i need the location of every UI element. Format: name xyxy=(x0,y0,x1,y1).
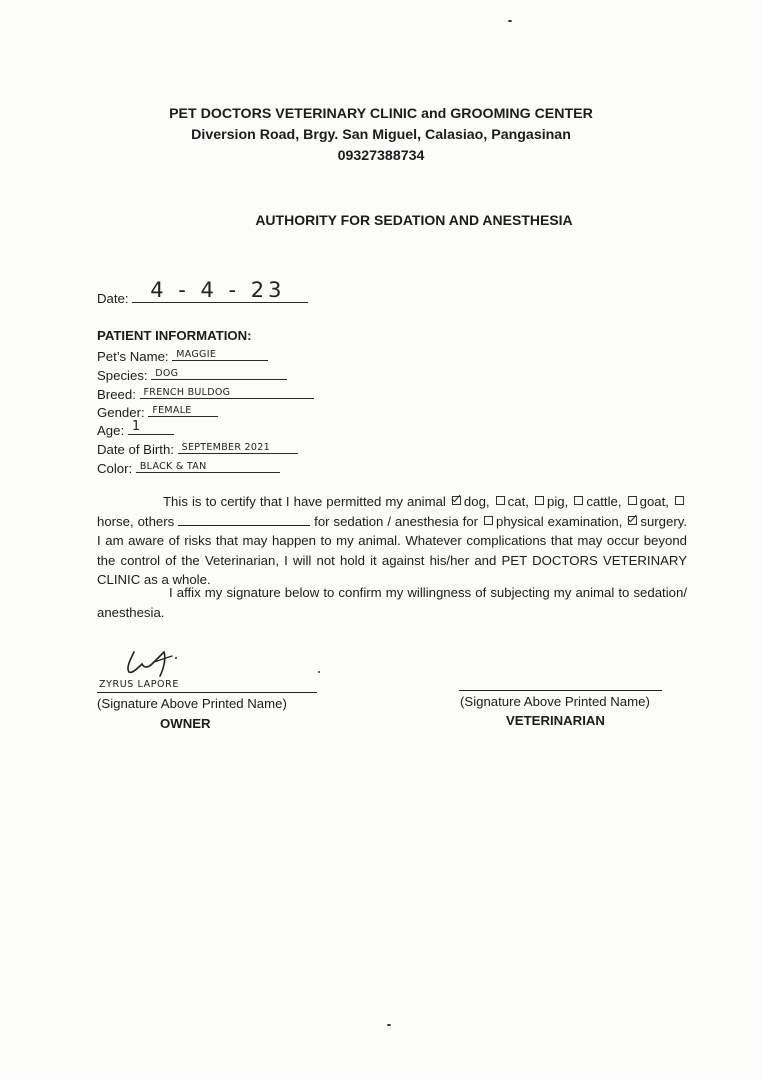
date-line[interactable] xyxy=(132,278,308,303)
dob-value: SEPTEMBER 2021 xyxy=(181,442,270,453)
breed-label: Breed: xyxy=(97,387,136,402)
pig-option-label: pig, xyxy=(547,494,569,509)
pet-name-label: Pet’s Name: xyxy=(97,349,169,364)
pet-name-line[interactable] xyxy=(172,346,268,361)
pet-name-field xyxy=(97,346,268,364)
species-line[interactable] xyxy=(151,365,287,380)
dob-field xyxy=(97,439,298,457)
certification-paragraph xyxy=(97,492,687,590)
species-field xyxy=(97,365,287,383)
veterinarian-signature-caption: (Signature Above Printed Name) xyxy=(460,694,650,709)
date-value: 4 - 4 - 23 xyxy=(150,278,286,302)
age-field xyxy=(97,420,174,438)
dob-label: Date of Birth: xyxy=(97,442,174,457)
horse-option-label: horse, others xyxy=(97,513,175,529)
affirmation-paragraph: I affix my signature below to confirm my willingness of subjecting my animal to sedation/ anesthesia. xyxy=(97,585,687,620)
clinic-phone: 09327388734 xyxy=(337,148,425,164)
certification-intro: This is to certify that I have permitted my animal xyxy=(163,494,446,509)
horse-checkbox[interactable] xyxy=(675,496,684,505)
physical-exam-checkbox[interactable] xyxy=(484,516,493,525)
age-value: 1 xyxy=(131,419,141,434)
owner-signature-line[interactable] xyxy=(97,692,317,693)
others-blank-line[interactable] xyxy=(178,513,310,526)
goat-option-label: goat, xyxy=(639,494,669,509)
clinic-header xyxy=(0,104,762,167)
goat-checkbox[interactable] xyxy=(628,496,637,505)
cattle-checkbox[interactable] xyxy=(574,496,583,505)
cattle-option-label: cattle, xyxy=(586,494,622,509)
pet-name-value: MAGGIE xyxy=(176,349,217,360)
owner-printed-name: ZYRUS LAPORE xyxy=(99,679,179,690)
clinic-address: Diversion Road, Brgy. San Miguel, Calasiao, Pangasinan xyxy=(191,127,571,143)
scan-speck xyxy=(318,671,320,673)
age-label: Age: xyxy=(97,423,125,438)
breed-field xyxy=(97,384,314,402)
gender-value: FEMALE xyxy=(152,405,192,416)
age-line[interactable] xyxy=(128,420,174,435)
species-value: DOG xyxy=(155,368,179,379)
scan-speck xyxy=(508,20,512,22)
color-label: Color: xyxy=(97,461,133,476)
owner-signature-caption: (Signature Above Printed Name) xyxy=(97,696,287,711)
color-line[interactable] xyxy=(136,458,280,473)
date-field xyxy=(97,278,308,306)
veterinarian-role-label: VETERINARIAN xyxy=(506,713,605,728)
breed-value: FRENCH BULDOG xyxy=(143,387,231,398)
dob-line[interactable] xyxy=(178,439,298,454)
owner-role-label: OWNER xyxy=(160,716,211,731)
veterinarian-signature-line[interactable] xyxy=(459,690,662,691)
color-field xyxy=(97,458,280,476)
physical-exam-label: physical examination, xyxy=(496,513,623,529)
document-title: AUTHORITY FOR SEDATION AND ANESTHESIA xyxy=(255,212,573,228)
clinic-name: PET DOCTORS VETERINARY CLINIC and GROOMING CENTER xyxy=(169,106,593,122)
scan-speck xyxy=(387,1024,391,1026)
cat-checkbox[interactable] xyxy=(496,496,505,505)
pig-checkbox[interactable] xyxy=(535,496,544,505)
dog-option-label: dog, xyxy=(463,494,490,509)
surgery-label: surgery. xyxy=(640,513,688,529)
breed-line[interactable] xyxy=(140,384,314,399)
date-label: Date: xyxy=(97,291,129,306)
color-value: BLACK & TAN xyxy=(139,461,207,472)
risk-statement: I am aware of risks that may happen to my animal. Whatever complications that may occur beyond the control of the Veterinarian, I will not hold it against his/her and PET DOCTORS VETERINARY CLINIC as a whole. xyxy=(97,533,687,587)
sedation-for-text: for sedation / anesthesia for xyxy=(314,513,479,529)
gender-label: Gender: xyxy=(97,405,145,420)
dog-checkbox[interactable] xyxy=(452,496,461,505)
patient-info-heading: PATIENT INFORMATION: xyxy=(97,328,252,343)
surgery-checkbox[interactable] xyxy=(628,516,637,525)
gender-field xyxy=(97,402,218,420)
species-label: Species: xyxy=(97,368,148,383)
gender-line[interactable] xyxy=(148,402,218,417)
cat-option-label: cat, xyxy=(507,494,529,509)
owner-signature xyxy=(120,644,190,680)
